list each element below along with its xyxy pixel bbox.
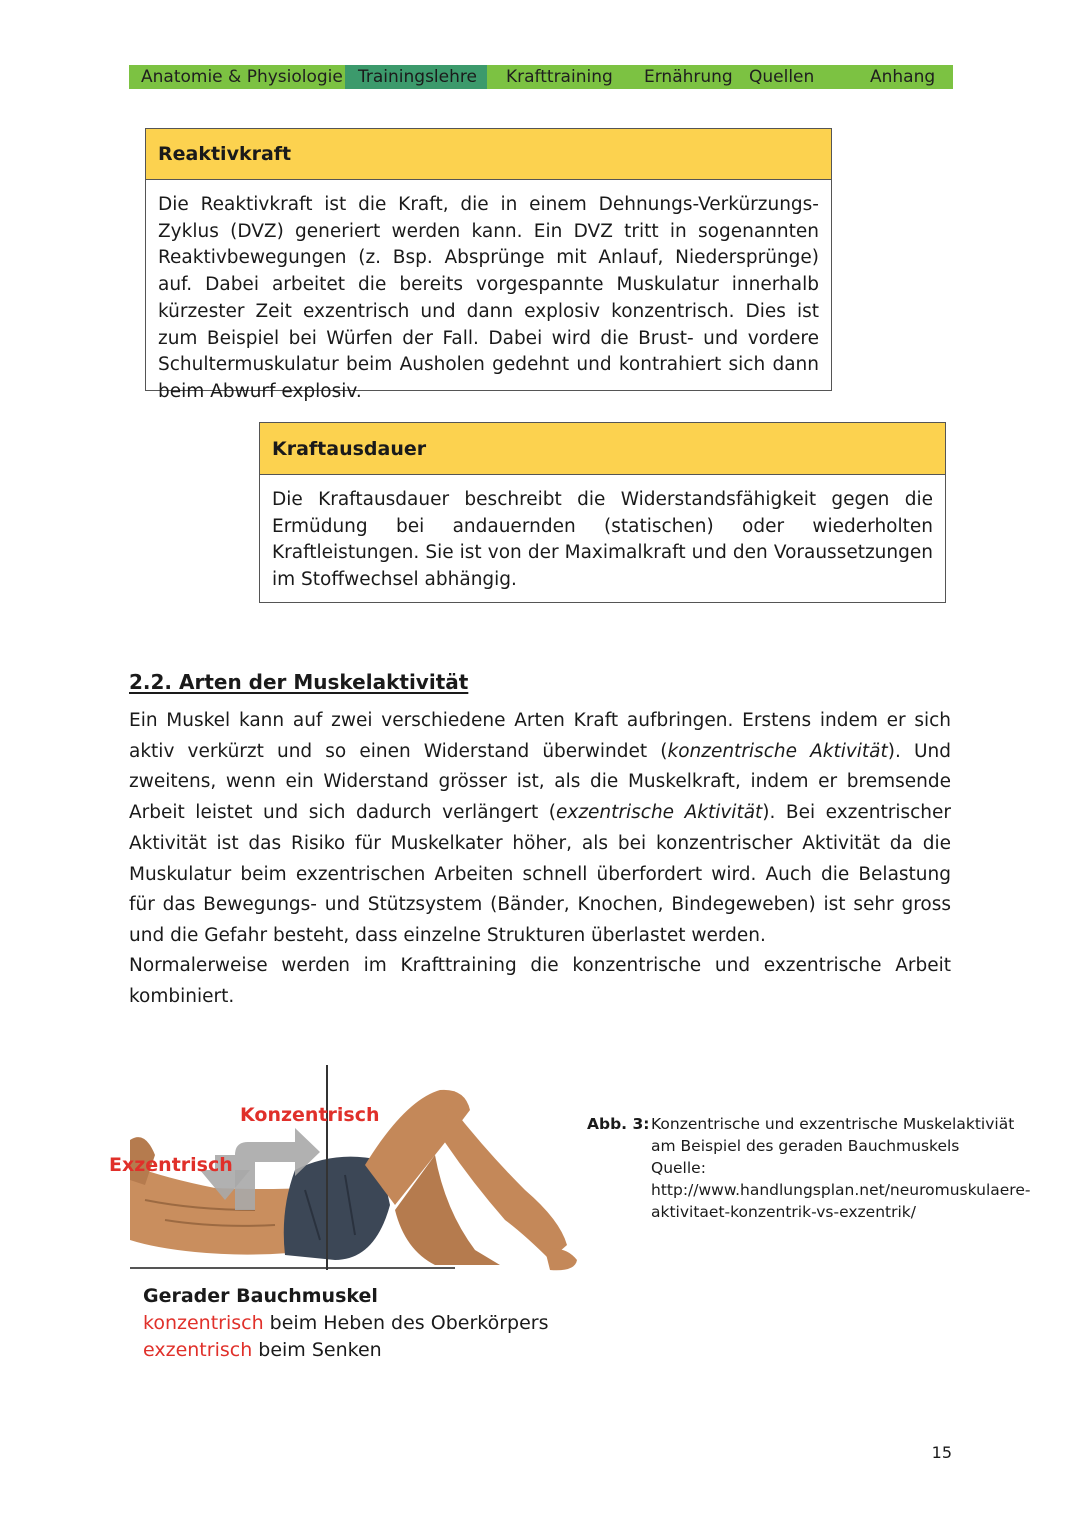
- nav-item-trainingslehre[interactable]: Trainingslehre: [345, 65, 487, 89]
- kraftausdauer-box: [259, 422, 946, 603]
- caption-text: [651, 1113, 1031, 1223]
- paragraph-kombination: Normalerweise werden im Krafttraining die konzentrische und exzentrische Arbeit kombiniert.: [129, 955, 951, 1007]
- nav-item-anhang[interactable]: Anhang: [870, 67, 936, 87]
- kraftausdauer-box-text: Die Kraftausdauer beschreibt die Widerstandsfähigkeit gegen die Ermüdung bei andauernden (statischen) oder wiederholten Kraftleistungen. Sie ist von der Maximalkraft und den Voraussetzungen im Stoffwechsel abhängig.: [272, 489, 933, 591]
- term-exzentrische-aktivitaet: exzentrische Aktivität: [556, 802, 763, 824]
- nav-item-ernaehrung[interactable]: Ernährung: [644, 67, 733, 87]
- section-heading: 2.2. Arten der Muskelaktivität: [129, 670, 469, 694]
- figure-caption: [587, 1113, 1037, 1223]
- paragraph-muskelaktivitaet: [129, 706, 951, 952]
- caption-source-url[interactable]: http://www.handlungsplan.net/neuromuskulaere-aktivitaet-konzentrik-vs-exzentrik/: [651, 1181, 1031, 1221]
- reaktivkraft-box-title: Reaktivkraft: [146, 129, 831, 180]
- crunch-illustration: [105, 1060, 585, 1280]
- reaktivkraft-box-text: Die Reaktivkraft ist die Kraft, die in einem Dehnungs-Verkürzungs-Zyklus (DVZ) generiert werden kann. Ein DVZ tritt in sogenannten Reaktivbewegungen (z. Bsp. Absprünge mit Anlauf, Niedersprünge) auf. Dabei arbeitet die bereits vorgespannte Muskulatur innerhalb kürzester Zeit exzentrisch und dann explosiv konzentrisch. Dies ist zum Beispiel bei Würfen der Fall. Dabei wird die Brust- und vordere Schultermuskulatur beim Ausholen gedehnt und kontrahiert sich dann beim Abwurf explosiv.: [158, 194, 819, 402]
- nav-item-krafttraining[interactable]: Krafttraining: [506, 67, 613, 87]
- reaktivkraft-box: [145, 128, 832, 402]
- paragraph-part-2: ). Und zweitens, wenn ein Widerstand grösser ist, als die Muskelkraft, indem er bremsende Arbeit leistet und sich dadurch verlängert (: [129, 740, 951, 824]
- legend-konzentrisch-term: konzentrisch: [143, 1312, 264, 1334]
- legend-konzentrisch-text: beim Heben des Oberkörpers: [263, 1312, 549, 1334]
- legend-exzentrisch-text: beim Senken: [252, 1339, 382, 1361]
- label-exzentrisch: Exzentrisch: [109, 1154, 233, 1176]
- paragraph-part-3: ). Bei exzentrischer Aktivität ist das Risiko für Muskelkater höher, als bei konzentrischer Aktivität da die Muskulatur beim exzentrischen Arbeiten schnell überfordert wird. Auch die Belastung für das Bewegungs- und Stützsystem (Bänder, Knochen, Bindegeweben) ist sehr gross und die Gefahr besteht, dass einzelne Strukturen überlastet werden.: [129, 802, 952, 946]
- legend-title: Gerader Bauchmuskel: [143, 1285, 378, 1307]
- paragraph-part-1: Ein Muskel kann auf zwei verschiedene Arten Kraft aufbringen. Erstens indem er sich aktiv verkürzt und so einen Widerstand überwindet (: [129, 710, 951, 762]
- caption-source-label: Quelle:: [651, 1159, 706, 1177]
- nav-item-anatomie[interactable]: Anatomie & Physiologie: [141, 67, 343, 87]
- legend-line-exzentrisch: [143, 1337, 548, 1364]
- legend-exzentrisch-term: exzentrisch: [143, 1339, 253, 1361]
- figure-legend: [143, 1283, 548, 1364]
- top-navigation-bar: [129, 65, 953, 89]
- kraftausdauer-box-title: Kraftausdauer: [260, 423, 945, 475]
- caption-label: Abb. 3:: [587, 1115, 650, 1133]
- label-konzentrisch: Konzentrisch: [240, 1104, 380, 1126]
- caption-description: Konzentrische und exzentrische Muskelaktiviät am Beispiel des geraden Bauchmuskels: [651, 1115, 1015, 1155]
- page-number: 15: [931, 1443, 952, 1462]
- term-konzentrische-aktivitaet: konzentrische Aktivität: [667, 740, 888, 762]
- nav-item-quellen[interactable]: Quellen: [749, 67, 815, 87]
- legend-line-konzentrisch: [143, 1310, 548, 1337]
